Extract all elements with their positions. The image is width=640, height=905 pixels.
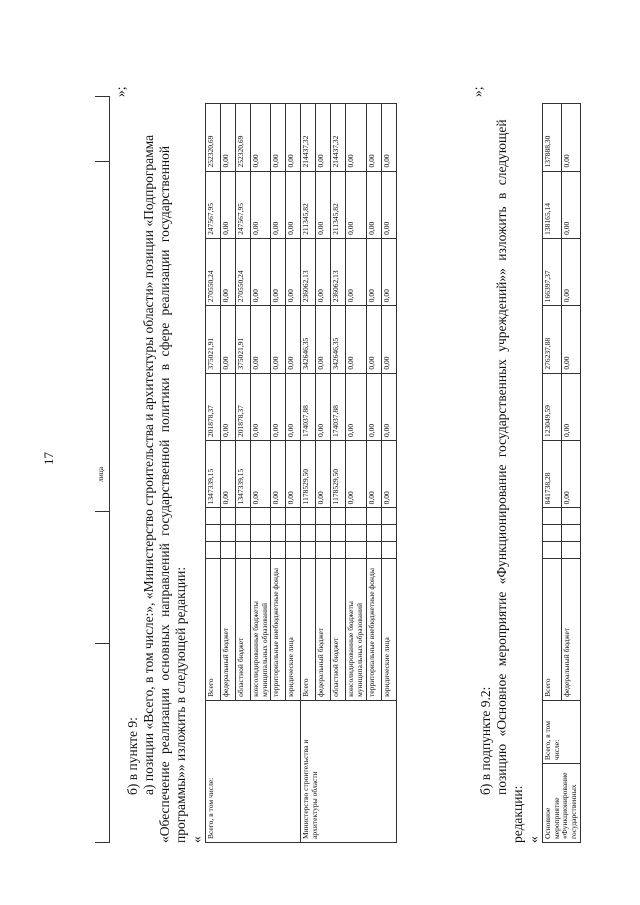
table-empty-cell bbox=[236, 525, 251, 542]
table-value-cell: 0,00 bbox=[381, 104, 396, 172]
table-empty-cell bbox=[331, 541, 346, 558]
table-source-cell: территориальные внебюджетные фонды bbox=[366, 558, 381, 700]
table-value-cell: 236062,13 bbox=[301, 238, 316, 305]
section-b92: б) в подпункте 9.2: bbox=[478, 686, 493, 795]
table-value-cell: 0,00 bbox=[366, 306, 381, 373]
table-2-source: федеральный бюджет bbox=[561, 558, 580, 700]
paragraph-b-line-2: редакции: bbox=[510, 785, 525, 843]
table-value-cell: 0,00 bbox=[346, 171, 366, 238]
table-value-cell: 0,00 bbox=[221, 171, 236, 238]
table-cell: 841738,28 bbox=[543, 440, 562, 507]
table-value-cell: 0,00 bbox=[286, 238, 301, 305]
table-empty-cell bbox=[286, 525, 301, 542]
table-empty-cell bbox=[286, 541, 301, 558]
table-cell: 0,00 bbox=[561, 373, 580, 440]
table-source-cell: территориальные внебюджетные фонды bbox=[271, 558, 286, 700]
table-value-cell: 211345,82 bbox=[331, 171, 346, 238]
table-empty-cell bbox=[271, 525, 286, 542]
table-value-cell: 0,00 bbox=[366, 238, 381, 305]
table-source-cell: консолидированные бюджеты муниципальных образований bbox=[251, 558, 271, 700]
table-value-cell: 0,00 bbox=[346, 104, 366, 172]
table-value-cell: 342646,35 bbox=[301, 306, 316, 373]
table-value-cell: 0,00 bbox=[316, 440, 331, 507]
table-empty-cell bbox=[251, 525, 271, 542]
table-value-cell: 0,00 bbox=[286, 373, 301, 440]
table-empty-cell bbox=[316, 508, 331, 525]
table-value-cell: 0,00 bbox=[271, 238, 286, 305]
open-quote-2: « bbox=[526, 836, 541, 843]
table-empty-cell bbox=[251, 541, 271, 558]
table-value-cell: 0,00 bbox=[286, 171, 301, 238]
table-2-source: Всего bbox=[543, 558, 562, 700]
table-empty-cell bbox=[301, 525, 316, 542]
table-value-cell: 0,00 bbox=[316, 104, 331, 172]
table-value-cell: 0,00 bbox=[366, 104, 381, 172]
table-value-cell: 0,00 bbox=[366, 171, 381, 238]
paragraph-a-line-1: а) позиции «Всего, в том числе:», «Министерство строительства и архитектуры области» позиции «Подпрограмма bbox=[141, 134, 156, 795]
table-value-cell: 0,00 bbox=[271, 104, 286, 172]
table-value-cell: 0,00 bbox=[251, 238, 271, 305]
table-value-cell: 0,00 bbox=[381, 238, 396, 305]
table-cell: 0,00 bbox=[561, 171, 580, 238]
table-value-cell: 0,00 bbox=[286, 440, 301, 507]
table-value-cell: 0,00 bbox=[346, 238, 366, 305]
table-cell: 276237,88 bbox=[543, 306, 562, 373]
table-source-cell: областной бюджет bbox=[331, 558, 346, 700]
table-value-cell: 214437,32 bbox=[301, 104, 316, 172]
table-empty-cell bbox=[346, 508, 366, 525]
table-value-cell: 375021,91 bbox=[236, 306, 251, 373]
table-value-cell: 236062,13 bbox=[331, 238, 346, 305]
table-empty-cell bbox=[221, 541, 236, 558]
table-value-cell: 0,00 bbox=[346, 440, 366, 507]
table-value-cell: 0,00 bbox=[251, 373, 271, 440]
table-2-measure-name: Основное мероприятие «Функционирование государственных bbox=[543, 764, 581, 843]
table-empty-cell bbox=[331, 525, 346, 542]
table-value-cell: 375021,91 bbox=[206, 306, 221, 373]
table-cell: 166397,37 bbox=[543, 238, 562, 305]
table-value-cell: 0,00 bbox=[381, 171, 396, 238]
table-group-cell: Всего, в том числе: bbox=[206, 700, 301, 842]
table-empty-cell bbox=[206, 541, 221, 558]
table-empty-cell bbox=[381, 508, 396, 525]
table-group-cell: Министерство строительства и архитектуры области bbox=[301, 700, 396, 842]
table-source-cell: Всего bbox=[206, 558, 221, 700]
table-source-cell: областной бюджет bbox=[236, 558, 251, 700]
table-value-cell: 0,00 bbox=[221, 306, 236, 373]
table-value-cell: 174037,88 bbox=[301, 373, 316, 440]
table-value-cell: 201878,37 bbox=[236, 373, 251, 440]
table-value-cell: 0,00 bbox=[286, 306, 301, 373]
budget-table-2 bbox=[542, 103, 581, 843]
table-empty-cell bbox=[251, 508, 271, 525]
table-value-cell: 0,00 bbox=[286, 104, 301, 172]
page-number: 17 bbox=[41, 452, 56, 465]
table-value-cell: 0,00 bbox=[251, 440, 271, 507]
table-value-cell: 0,00 bbox=[316, 171, 331, 238]
table-value-cell: 0,00 bbox=[316, 238, 331, 305]
table-value-cell: 0,00 bbox=[316, 306, 331, 373]
table-source-cell: консолидированные бюджеты муниципальных образований bbox=[346, 558, 366, 700]
table-value-cell: 252320,69 bbox=[206, 104, 221, 172]
table-value-cell: 174037,88 bbox=[331, 373, 346, 440]
table-value-cell: 247567,95 bbox=[206, 171, 221, 238]
table-value-cell: 0,00 bbox=[221, 238, 236, 305]
table-empty-cell bbox=[221, 525, 236, 542]
table-value-cell: 0,00 bbox=[221, 440, 236, 507]
table-value-cell: 0,00 bbox=[271, 306, 286, 373]
table-value-cell: 1178529,50 bbox=[301, 440, 316, 507]
table-value-cell: 201878,37 bbox=[206, 373, 221, 440]
table-value-cell: 0,00 bbox=[271, 171, 286, 238]
table-cell: 0,00 bbox=[561, 440, 580, 507]
table-value-cell: 0,00 bbox=[346, 306, 366, 373]
table-empty-cell bbox=[286, 508, 301, 525]
table-value-cell: 0,00 bbox=[251, 104, 271, 172]
closing-quote-table-1: »; bbox=[470, 86, 485, 97]
table-empty-cell bbox=[346, 541, 366, 558]
paragraph-b-line-1: позицию «Основное мероприятие «Функционирование государственных учреждений»» изложить в следующей bbox=[494, 119, 509, 795]
table-empty-cell bbox=[236, 508, 251, 525]
table-value-cell: 252320,69 bbox=[236, 104, 251, 172]
table-value-cell: 214437,32 bbox=[331, 104, 346, 172]
table-empty-cell bbox=[366, 541, 381, 558]
section-b9: б) в пункте 9: bbox=[125, 717, 140, 795]
budget-table-1 bbox=[205, 103, 397, 843]
table-value-cell: 1347339,15 bbox=[236, 440, 251, 507]
budget-table-1-body bbox=[206, 104, 397, 843]
table-value-cell: 0,00 bbox=[271, 373, 286, 440]
table-value-cell: 0,00 bbox=[221, 373, 236, 440]
table-empty-cell bbox=[381, 525, 396, 542]
table-value-cell: 0,00 bbox=[381, 306, 396, 373]
table-empty-cell bbox=[271, 541, 286, 558]
table-empty-cell bbox=[221, 508, 236, 525]
paragraph-a-line-2: «Обеспечение реализации основных направлений государственной политики в сфере реализации государственной bbox=[157, 145, 172, 843]
table-value-cell: 0,00 bbox=[271, 440, 286, 507]
table-empty-cell bbox=[381, 541, 396, 558]
table-value-cell: 1347339,15 bbox=[206, 440, 221, 507]
prev-table-fragment bbox=[95, 96, 110, 843]
table-empty-cell bbox=[301, 541, 316, 558]
table-value-cell: 0,00 bbox=[316, 373, 331, 440]
table-source-cell: федеральный бюджет bbox=[316, 558, 331, 700]
table-empty-cell bbox=[316, 541, 331, 558]
table-value-cell: 0,00 bbox=[381, 440, 396, 507]
table-source-cell: федеральный бюджет bbox=[221, 558, 236, 700]
table-value-cell: 270550,24 bbox=[236, 238, 251, 305]
table-value-cell: 0,00 bbox=[381, 373, 396, 440]
table-cell: 0,00 bbox=[561, 104, 580, 172]
table-2-responsible: Всего, в том числе: bbox=[543, 700, 581, 763]
table-empty-cell bbox=[366, 508, 381, 525]
table-value-cell: 247567,95 bbox=[236, 171, 251, 238]
table-value-cell: 0,00 bbox=[366, 373, 381, 440]
table-row bbox=[206, 104, 221, 843]
table-empty-cell bbox=[316, 525, 331, 542]
table-cell: 0,00 bbox=[561, 306, 580, 373]
table-empty-cell bbox=[346, 525, 366, 542]
table-value-cell: 211345,82 bbox=[301, 171, 316, 238]
table-row bbox=[301, 104, 316, 843]
table-source-cell: юридические лица bbox=[286, 558, 301, 700]
table-empty-cell bbox=[301, 508, 316, 525]
table-empty-cell bbox=[206, 508, 221, 525]
open-quote-1: « bbox=[189, 836, 204, 843]
closing-quote-top: »; bbox=[113, 86, 128, 97]
table-value-cell: 0,00 bbox=[251, 171, 271, 238]
table-source-cell: юридические лица bbox=[381, 558, 396, 700]
table-value-cell: 0,00 bbox=[251, 306, 271, 373]
table-value-cell: 0,00 bbox=[366, 440, 381, 507]
paragraph-a-line-3: программы»» изложить в следующей редакции: bbox=[173, 566, 188, 843]
table-empty-cell bbox=[331, 508, 346, 525]
prev-table-fragment-label: лица bbox=[96, 466, 105, 482]
table-empty-cell bbox=[271, 508, 286, 525]
table-2-row-total bbox=[543, 104, 562, 843]
table-value-cell: 342646,35 bbox=[331, 306, 346, 373]
table-cell: 0,00 bbox=[561, 238, 580, 305]
table-value-cell: 0,00 bbox=[221, 104, 236, 172]
table-empty-cell bbox=[206, 525, 221, 542]
table-cell: 138165,14 bbox=[543, 171, 562, 238]
table-cell: 123049,59 bbox=[543, 373, 562, 440]
table-source-cell: Всего bbox=[301, 558, 316, 700]
table-cell: 137888,30 bbox=[543, 104, 562, 172]
table-empty-cell bbox=[366, 525, 381, 542]
table-empty-cell bbox=[236, 541, 251, 558]
table-value-cell: 1178529,50 bbox=[331, 440, 346, 507]
table-value-cell: 0,00 bbox=[346, 373, 366, 440]
table-value-cell: 270550,24 bbox=[206, 238, 221, 305]
